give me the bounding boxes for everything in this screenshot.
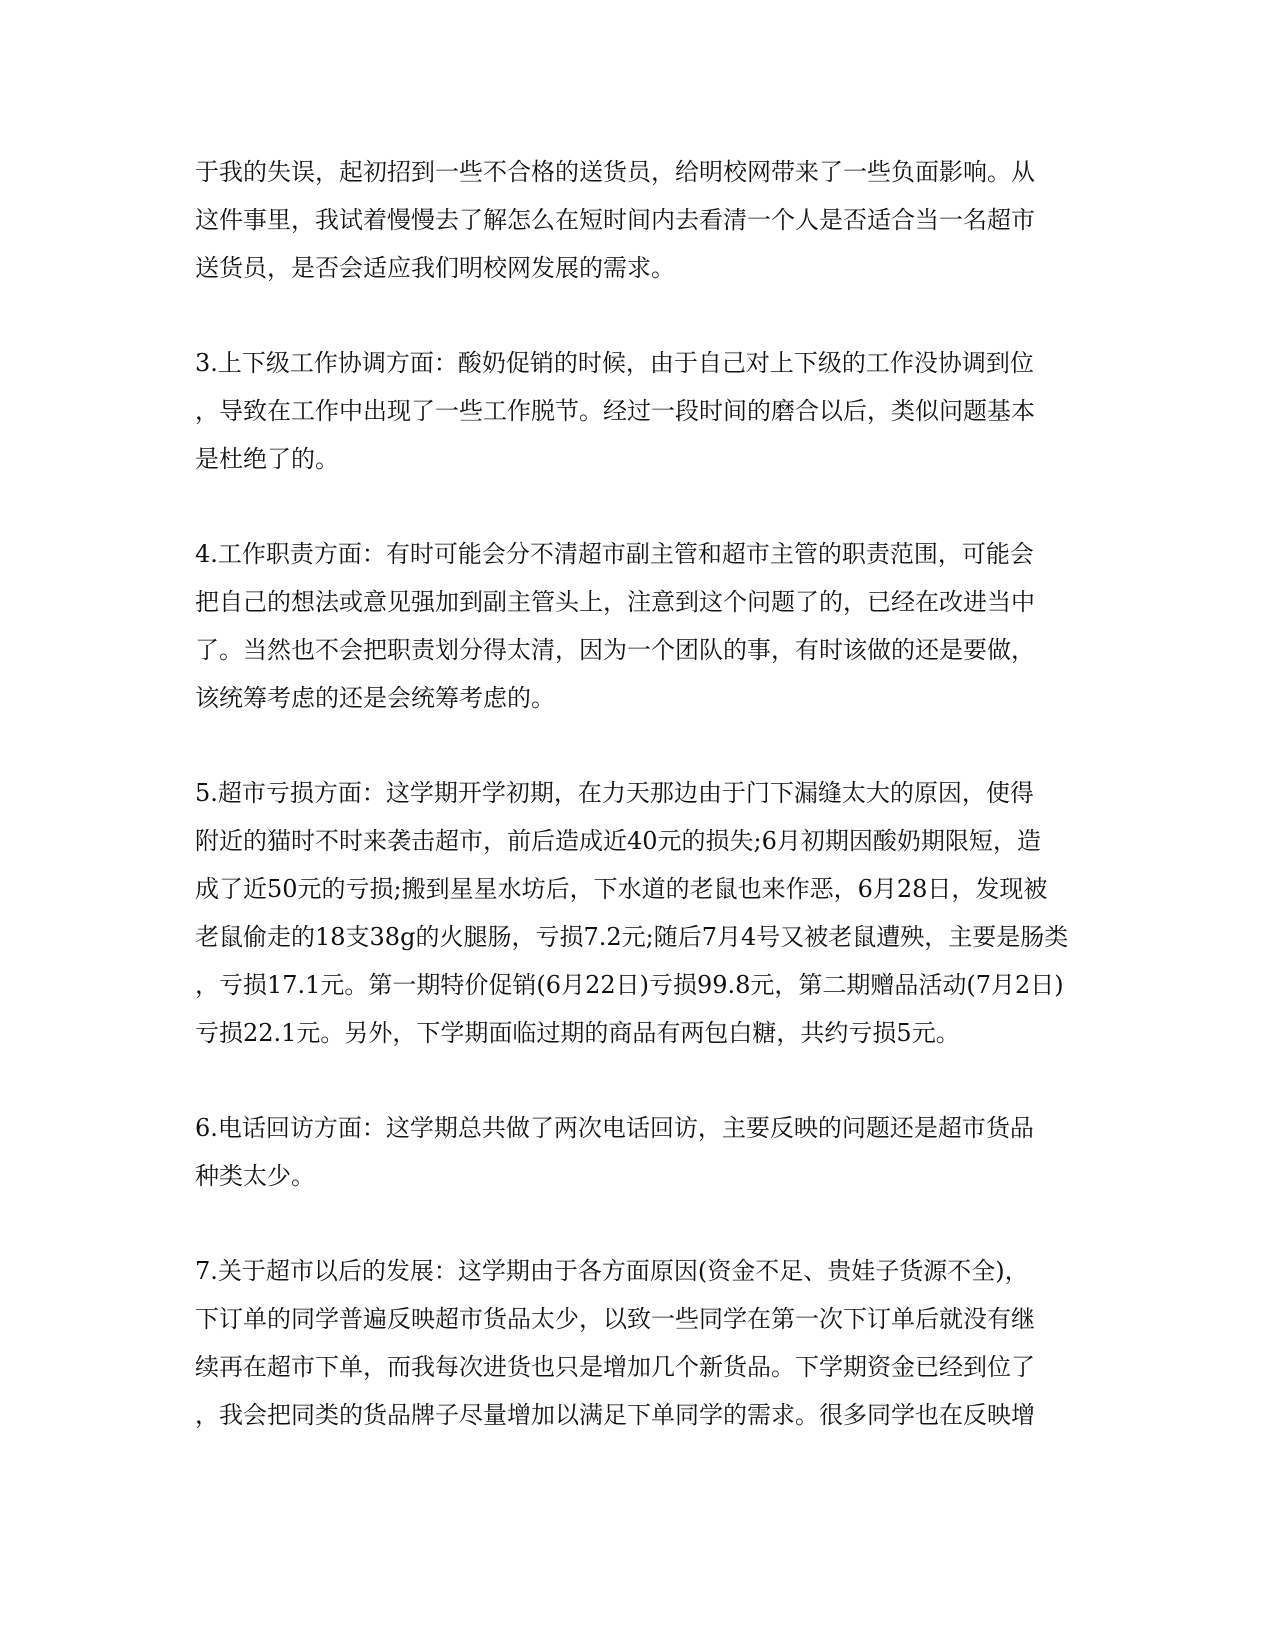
text-line: 把自己的想法或意见强加到副主管头上，注意到这个问题了的，已经在改进当中 — [195, 588, 1035, 616]
text-line: 了。当然也不会把职责划分得太清，因为一个团队的事，有时该做的还是要做， — [195, 636, 1035, 664]
text-line: 4.工作职责方面：有时可能会分不清超市副主管和超市主管的职责范围，可能会 — [195, 540, 1034, 568]
paragraph-future-development — [195, 1247, 1075, 1439]
text-line: 续再在超市下单，而我每次进货也只是增加几个新货品。下学期资金已经到位了 — [195, 1353, 1035, 1381]
paragraph-losses — [195, 769, 1075, 1057]
text-line: 于我的失误，起初招到一些不合格的送货员，给明校网带来了一些负面影响。从 — [195, 158, 1035, 186]
text-line: 老鼠偷走的18支38g的火腿肠，亏损7.2元;随后7月4号又被老鼠遭殃，主要是肠类 — [195, 923, 1069, 951]
text-line: 3.上下级工作协调方面：酸奶促销的时候，由于自己对上下级的工作没协调到位 — [195, 349, 1034, 377]
paragraph-phone-followup — [195, 1104, 1075, 1200]
document-body — [195, 148, 1075, 1486]
text-line: ，我会把同类的货品牌子尽量增加以满足下单同学的需求。很多同学也在反映增 — [195, 1401, 1035, 1429]
paragraph-responsibilities — [195, 530, 1075, 722]
text-line: 6.电话回访方面：这学期总共做了两次电话回访，主要反映的问题还是超市货品 — [195, 1114, 1034, 1142]
text-line: 5.超市亏损方面：这学期开学初期，在力天那边由于门下漏缝太大的原因，使得 — [195, 779, 1034, 807]
text-line: ，亏损17.1元。第一期特价促销(6月22日)亏损99.8元，第二期赠品活动(7月2日) — [195, 971, 1064, 999]
text-line: 是杜绝了的。 — [195, 445, 339, 473]
text-line: 成了近50元的亏损;搬到星星水坊后，下水道的老鼠也来作恶，6月28日，发现被 — [195, 875, 1048, 903]
text-line: 附近的猫时不时来袭击超市，前后造成近40元的损失;6月初期因酸奶期限短，造 — [195, 827, 1041, 855]
text-line: 亏损22.1元。另外，下学期面临过期的商品有两包白糖，共约亏损5元。 — [195, 1019, 960, 1047]
text-line: 种类太少。 — [195, 1162, 315, 1190]
text-line: 7.关于超市以后的发展：这学期由于各方面原因(资金不足、贵娃子货源不全)， — [195, 1257, 1029, 1285]
paragraph-delivery-staff — [195, 148, 1075, 292]
text-line: 这件事里，我试着慢慢去了解怎么在短时间内去看清一个人是否适合当一名超市 — [195, 206, 1035, 234]
text-line: 该统筹考虑的还是会统筹考虑的。 — [195, 684, 555, 712]
text-line: 下订单的同学普遍反映超市货品太少，以致一些同学在第一次下订单后就没有继 — [195, 1305, 1035, 1333]
paragraph-coordination — [195, 339, 1075, 483]
text-line: 送货员，是否会适应我们明校网发展的需求。 — [195, 254, 675, 282]
text-line: ，导致在工作中出现了一些工作脱节。经过一段时间的磨合以后，类似问题基本 — [195, 397, 1035, 425]
